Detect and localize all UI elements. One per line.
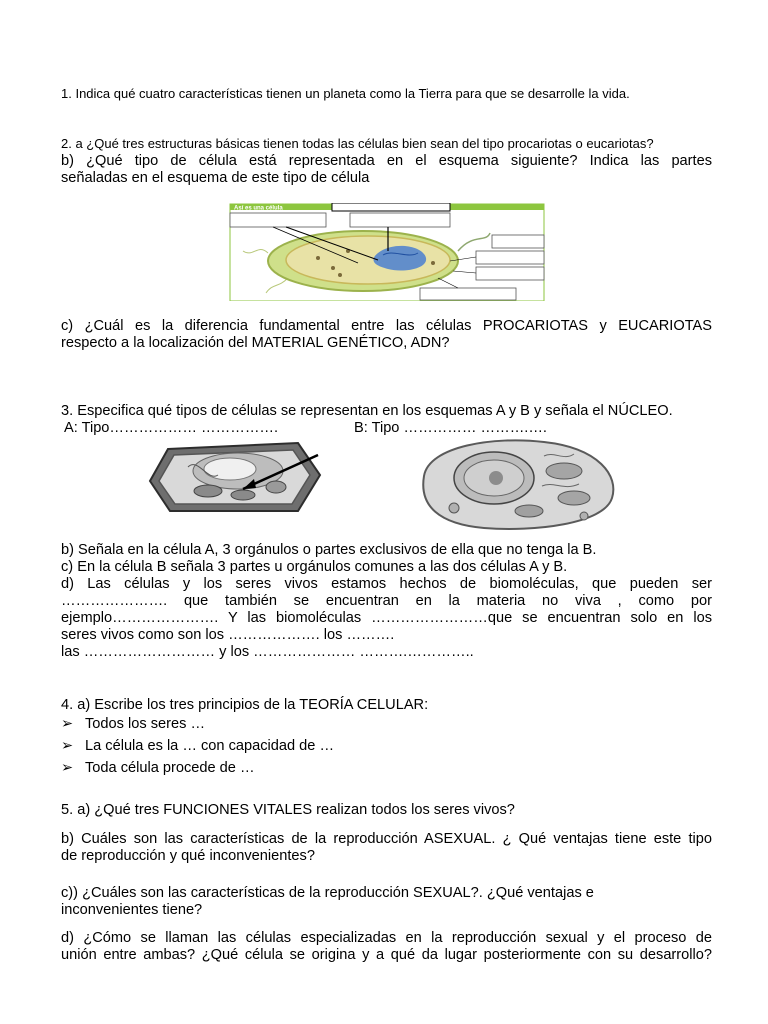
- list-item: ➢ Toda célula procede de …: [61, 760, 255, 776]
- list-item: ➢ La célula es la … con capacidad de …: [61, 738, 335, 754]
- question-3d-line3: ejemplo…………………. Y las biomoléculas ……………………que se encuentran solo en los: [61, 610, 712, 626]
- question-5b-line1: b) Cuáles son las características de la reproducción ASEXUAL. ¿ Qué ventajas tiene este tipo: [61, 831, 712, 847]
- question-3d-line2: …………………. que también se encuentran en la materia no viva , como por: [61, 593, 712, 609]
- label-box[interactable]: [350, 213, 450, 227]
- question-4: 4. a) Escribe los tres principios de la TEORÍA CELULAR:: [61, 697, 429, 713]
- question-2a: 2. a ¿Qué tres estructuras básicas tienen todas las células bien sean del tipo procariotas o eucariotas?: [61, 136, 654, 151]
- label-box[interactable]: [420, 288, 516, 300]
- cell-b-type: B: Tipo …………… ……….….: [354, 420, 547, 436]
- bullet-arrow-icon: ➢: [61, 738, 74, 754]
- question-3: 3. Especifica qué tipos de células se representan en los esquemas A y B y señala el NÚCLEO.: [61, 403, 673, 419]
- prokaryote-diagram: [228, 203, 546, 301]
- question-3c: c) En la célula B señala 3 partes u orgánulos comunes a las dos células A y B.: [61, 559, 568, 575]
- question-2c-line1: c) ¿Cuál es la diferencia fundamental entre las células PROCARIOTAS y EUCARIOTAS: [61, 318, 712, 334]
- question-5d-line1: d) ¿Cómo se llaman las células especializadas en la reproducción sexual y el proceso de: [61, 930, 712, 946]
- question-5a: 5. a) ¿Qué tres FUNCIONES VITALES realizan todos los seres vivos?: [61, 802, 515, 818]
- question-5c-line1: c)) ¿Cuáles son las características de la reproducción SEXUAL?. ¿Qué ventajas e: [61, 885, 594, 901]
- question-3d-line1: d) Las células y los seres vivos estamos hechos de biomoléculas, que pueden ser: [61, 576, 712, 592]
- label-box[interactable]: [230, 213, 326, 227]
- question-2b-line1: b) ¿Qué tipo de célula está representada en el esquema siguiente? Indica las partes: [61, 153, 712, 169]
- list-item: ➢ Todos los seres …: [61, 716, 206, 732]
- plant-cell-diagram: [148, 437, 324, 515]
- label-box[interactable]: [476, 267, 544, 280]
- question-2b-line2: señaladas en el esquema de este tipo de célula: [61, 170, 370, 186]
- question-1: 1. Indica qué cuatro características tienen un planeta como la Tierra para que se desarrolle la vida.: [61, 86, 630, 101]
- question-5d-line2: unión entre ambas? ¿Qué célula se origina y a qué da lugar posteriormente con su desarrollo?: [61, 947, 712, 963]
- animal-cell-diagram: [414, 436, 620, 532]
- question-5b-line2: de reproducción y qué inconvenientes?: [61, 848, 315, 864]
- question-2c-line2: respecto a la localización del MATERIAL GENÉTICO, ADN?: [61, 335, 450, 351]
- question-3d-line5: las ……………………… y los ………………… ……….…………..: [61, 644, 474, 660]
- bullet-arrow-icon: ➢: [61, 760, 74, 776]
- label-box[interactable]: [476, 251, 544, 264]
- cell-a-type: A: Tipo……………… …………….: [64, 420, 279, 436]
- label-box[interactable]: [332, 203, 450, 211]
- label-box[interactable]: [492, 235, 544, 248]
- diagram-header: Así es una célula: [234, 205, 283, 212]
- question-3d-line4: seres vivos como son los ………………. los ……….: [61, 627, 395, 643]
- question-5c-line2: inconvenientes tiene?: [61, 902, 203, 918]
- bullet-arrow-icon: ➢: [61, 716, 74, 732]
- question-3b: b) Señala en la célula A, 3 orgánulos o partes exclusivos de ella que no tenga la B.: [61, 542, 597, 558]
